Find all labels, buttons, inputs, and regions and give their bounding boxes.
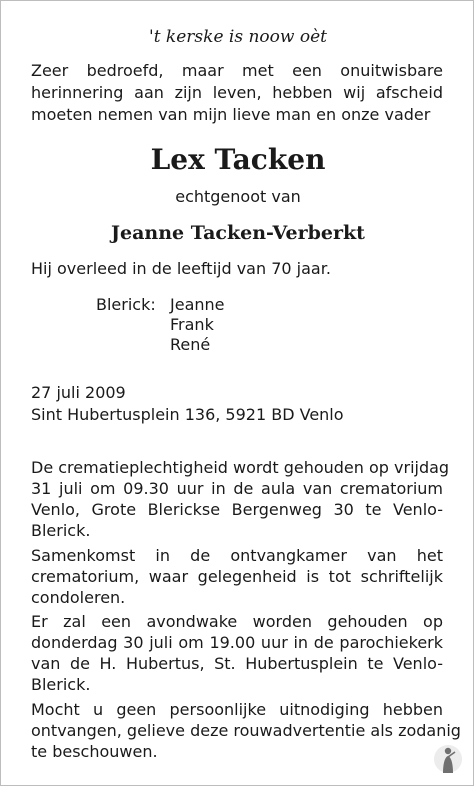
paragraph-gathering — [31, 545, 443, 608]
date-line: 27 juli 2009 — [31, 383, 126, 402]
spouse-name: Jeanne Tacken-Verberkt — [111, 222, 365, 244]
paragraph-line: Blerick. — [31, 675, 91, 694]
paragraph-line: condoleren. — [31, 588, 126, 607]
paragraph-line: Samenkomst in de ontvangkamer van het — [31, 546, 443, 565]
address-line: Sint Hubertusplein 136, 5921 BD Venlo — [31, 405, 344, 424]
family-place: Blerick: — [96, 295, 156, 314]
motto: 't kerske is noow oèt — [149, 27, 327, 47]
paragraph-line: crematorium, waar gelegenheid is tot schriftelijk — [31, 567, 443, 586]
paragraph-line: Mocht u geen persoonlijke uitnodiging hebben — [31, 700, 443, 719]
paragraph-line: donderdag 30 juli om 19.00 uur in de parochiekerk — [31, 633, 443, 652]
paragraph-line: Blerick. — [31, 521, 91, 540]
paragraph-line: 31 juli om 09.30 uur in de aula van crematorium — [31, 479, 443, 498]
family-member: Jeanne — [170, 295, 225, 314]
deceased-name: Lex Tacken — [150, 143, 326, 176]
spouse-label: echtgenoot van — [175, 187, 301, 206]
intro-line: moeten nemen van mijn lieve man en onze vader — [31, 105, 431, 124]
paragraph-line: De crematieplechtigheid wordt gehouden op vrijdag — [31, 458, 450, 477]
figure-logo-icon — [433, 743, 463, 775]
intro-line: Zeer bedroefd, maar met een onuitwisbare — [31, 61, 443, 80]
paragraph-line: Er zal een avondwake worden gehouden op — [31, 612, 443, 631]
family-member: René — [170, 335, 211, 354]
intro-line: herinnering aan zijn leven, hebben wij afscheid — [31, 83, 443, 102]
paragraph-line: ontvangen, gelieve deze rouwadvertentie als zodanig — [31, 721, 461, 740]
family-member: Frank — [170, 315, 214, 334]
paragraph-vigil — [31, 611, 443, 695]
age-line: Hij overleed in de leeftijd van 70 jaar. — [31, 259, 331, 278]
paragraph-invitation — [31, 699, 461, 762]
paragraph-line: van de H. Hubertus, St. Hubertusplein te Venlo- — [31, 654, 443, 673]
paragraph-line: te beschouwen. — [31, 742, 158, 761]
paragraph-ceremony — [31, 457, 450, 541]
paragraph-line: Venlo, Grote Blerickse Bergenweg 30 te Venlo- — [31, 500, 443, 519]
